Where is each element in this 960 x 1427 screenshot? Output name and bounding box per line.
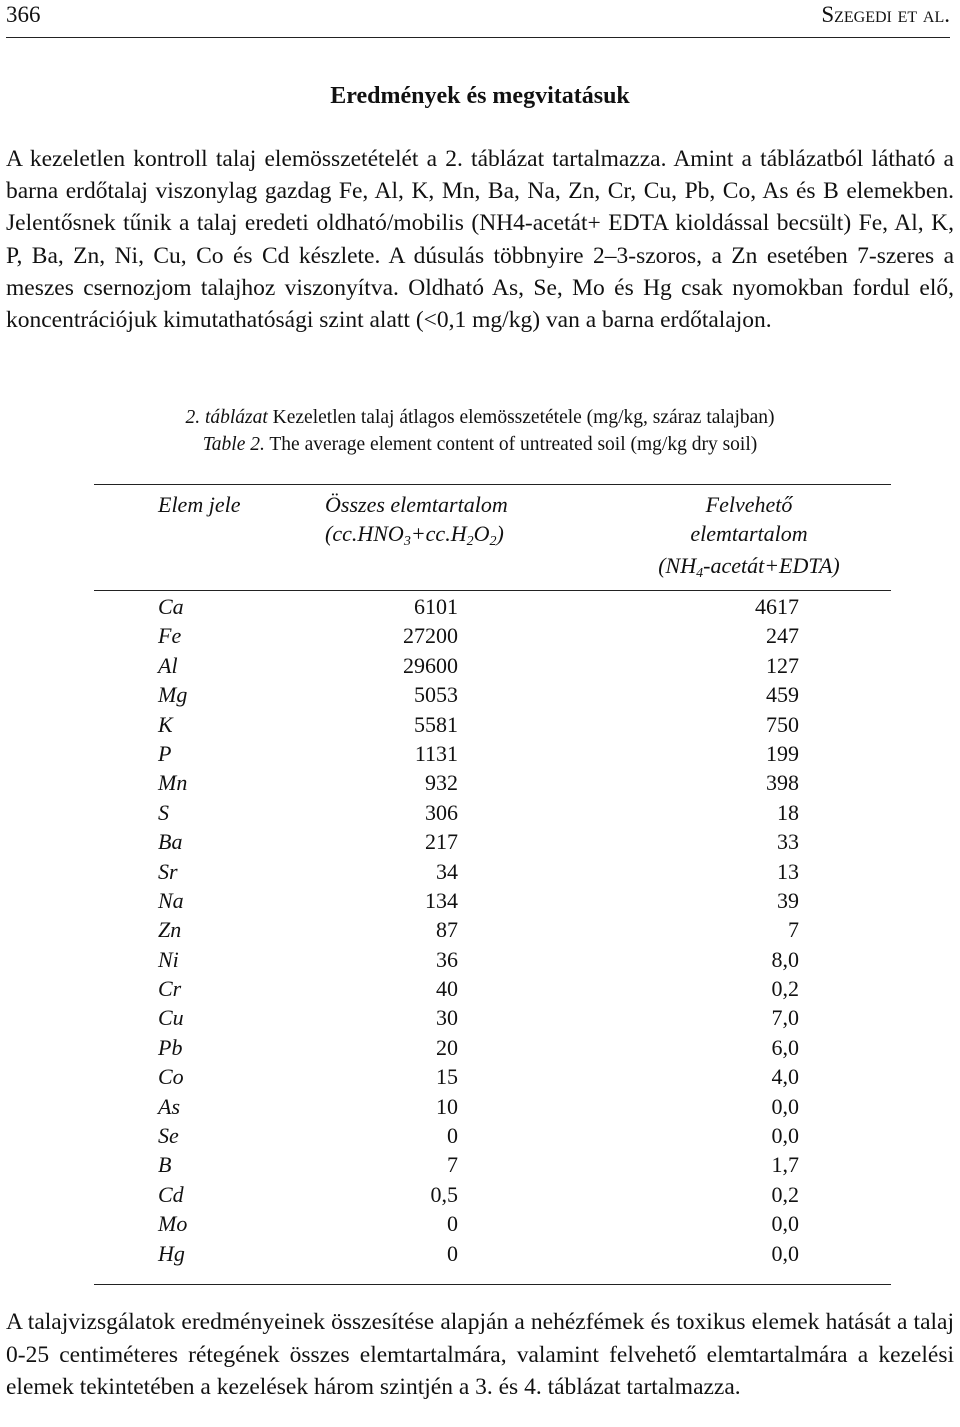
cell-total-content: 7 [447, 1152, 458, 1178]
table-header-rule [94, 590, 891, 591]
cell-element: As [158, 1093, 180, 1119]
cell-element: K [158, 711, 173, 737]
table-row [0, 974, 960, 1003]
body-paragraph-2: A talajvizsgálatok eredményeinek összesítése alapján a nehézfémek és toxikus elemek hatását a talaj 0-25 centiméteres rétegének összes elemtartalmára, valamint felvehető elemtartalmára a kezelési elemek tekintetében a kezelések három szintjén a 3. és 4. táblázat tartalmazza. [6, 1309, 954, 1400]
table-row [0, 1003, 960, 1032]
table-row [0, 1209, 960, 1238]
header-available-line1: Felvehető [705, 492, 793, 517]
cell-total-content: 0,5 [430, 1181, 458, 1207]
cell-total-content: 30 [436, 1005, 458, 1031]
cell-total-content: 1131 [414, 740, 458, 766]
table-row [0, 592, 960, 621]
table-row [0, 1121, 960, 1150]
body-paragraph-1: A kezeletlen kontroll talaj elemösszetételét a 2. táblázat tartalmazza. Amint a táblázatból látható a barna erdőtalaj viszonylag gazdag Fe, Al, K, Mn, Ba, Na, Zn, Cr, Cu, Pb, Co, As és B elemekben. Jelentősnek tűnik a talaj eredeti oldható/mobilis (NH4-acetát+ EDTA kioldással becsült) Fe, Al, K, P, Ba, Zn, Ni, Cu, Co és Cd készlete. A dúsulás többnyire 2–3-szoros, a Zn esetében 7-szeres a meszes csernozjom talajhoz viszonyítva. Oldható As, Se, Mo és Hg csak nyomokban fordul elő, koncentrációjuk kimutathatósági szint alatt (<0,1 mg/kg) van a barna erdőtalajon. [6, 146, 954, 334]
cell-element: Mo [158, 1211, 188, 1237]
running-head [6, 0, 950, 38]
table-row [0, 1092, 960, 1121]
table-caption-en-text: The average element content of untreated soil (mg/kg dry soil) [264, 434, 758, 455]
cell-total-content: 36 [436, 946, 458, 972]
header-total-line1: Összes elemtartalom [325, 492, 508, 517]
cell-available-content: 7,0 [771, 1005, 799, 1031]
table-row [0, 1180, 960, 1209]
header-available-line2: elemtartalom [690, 521, 808, 546]
cell-element: Al [158, 652, 178, 678]
header-available-sub: 4 [696, 566, 704, 581]
cell-element: Co [158, 1064, 184, 1090]
table-row [0, 798, 960, 827]
cell-element: P [158, 740, 172, 766]
table-row [0, 886, 960, 915]
cell-available-content: 0,0 [771, 1240, 799, 1266]
cell-available-content: 0,0 [771, 1211, 799, 1237]
cell-element: Mg [158, 682, 188, 708]
header-total-part-b: +cc.H [410, 521, 467, 546]
table-top-rule [94, 484, 891, 485]
table-row [0, 827, 960, 856]
table-row [0, 1239, 960, 1268]
cell-element: Pb [158, 1034, 183, 1060]
cell-total-content: 0 [447, 1211, 458, 1237]
cell-element: Se [158, 1123, 179, 1149]
cell-available-content: 398 [766, 770, 799, 796]
cell-total-content: 27200 [403, 623, 458, 649]
cell-element: S [158, 799, 169, 825]
cell-element: Cr [158, 976, 182, 1002]
cell-total-content: 5581 [414, 711, 458, 737]
cell-element: Zn [158, 917, 182, 943]
table-row [0, 680, 960, 709]
cell-available-content: 199 [766, 740, 799, 766]
table-row [0, 1062, 960, 1091]
table-header [0, 490, 960, 586]
header-available-part-b: -acetát+EDTA) [703, 553, 840, 578]
header-available-line3 [635, 551, 863, 588]
cell-element: Hg [158, 1240, 185, 1266]
cell-total-content: 0 [447, 1123, 458, 1149]
cell-element: Ca [158, 594, 184, 619]
header-total-part-a: (cc.HNO [325, 521, 404, 546]
table-row [0, 857, 960, 886]
table-row [0, 915, 960, 944]
cell-total-content: 15 [436, 1064, 458, 1090]
header-available-content [635, 490, 863, 588]
cell-element: Sr [158, 858, 178, 884]
cell-total-content: 29600 [403, 652, 458, 678]
header-total-line2 [325, 519, 508, 556]
cell-available-content: 1,7 [771, 1152, 799, 1178]
table-caption-hu-text: Kezeletlen talaj átlagos elemösszetétele (mg/kg, száraz talajban) [267, 407, 775, 428]
table-row [0, 710, 960, 739]
header-total-sub-3: 2 [489, 534, 497, 549]
header-total-part-c: O [473, 521, 490, 546]
cell-available-content: 33 [777, 829, 799, 855]
cell-available-content: 459 [766, 682, 799, 708]
header-total-content [325, 490, 508, 556]
cell-available-content: 4617 [755, 594, 799, 619]
cell-element: Ni [158, 946, 179, 972]
table-row [0, 1033, 960, 1062]
cell-available-content: 247 [766, 623, 799, 649]
cell-available-content: 6,0 [771, 1034, 799, 1060]
cell-available-content: 0,2 [771, 1181, 799, 1207]
cell-available-content: 7 [788, 917, 799, 943]
running-head-author: Szegedi et al. [821, 2, 950, 27]
header-total-part-d: ) [496, 521, 504, 546]
table-row [0, 651, 960, 680]
cell-available-content: 39 [777, 887, 799, 913]
cell-total-content: 40 [436, 976, 458, 1002]
cell-total-content: 20 [436, 1034, 458, 1060]
table-row [0, 945, 960, 974]
cell-element: Mn [158, 770, 188, 796]
cell-element: Cd [158, 1181, 184, 1207]
cell-available-content: 18 [777, 799, 799, 825]
cell-available-content: 13 [777, 858, 799, 884]
header-element-symbol: Elem jele [158, 492, 241, 517]
table-row [0, 1150, 960, 1179]
cell-element: Cu [158, 1005, 184, 1031]
cell-total-content: 932 [425, 770, 458, 796]
table-caption-hu-label: 2. táblázat [185, 407, 268, 428]
cell-element: Fe [158, 623, 182, 649]
section-heading: Eredmények és megvitatásuk [330, 83, 630, 109]
header-total-sub-1: 3 [403, 534, 411, 549]
cell-total-content: 134 [425, 887, 458, 913]
header-rule [6, 37, 950, 38]
cell-total-content: 5053 [414, 682, 458, 708]
table-caption-en-label: Table 2. [202, 434, 265, 455]
cell-total-content: 6101 [414, 594, 458, 619]
cell-element: Na [158, 887, 184, 913]
header-available-part-a: (NH [658, 553, 697, 578]
cell-available-content: 750 [766, 711, 799, 737]
table-caption-en [0, 431, 960, 458]
cell-available-content: 4,0 [771, 1064, 799, 1090]
cell-total-content: 217 [425, 829, 458, 855]
cell-total-content: 34 [436, 858, 458, 884]
page-number: 366 [6, 2, 41, 27]
cell-total-content: 306 [425, 799, 458, 825]
table-body [0, 592, 960, 1268]
table-row [0, 739, 960, 768]
cell-available-content: 127 [766, 652, 799, 678]
table-bottom-rule [94, 1284, 891, 1285]
table-row [0, 768, 960, 797]
header-total-sub-2: 2 [466, 534, 474, 549]
cell-available-content: 8,0 [771, 946, 799, 972]
cell-element: B [158, 1152, 172, 1178]
cell-available-content: 0,2 [771, 976, 799, 1002]
cell-total-content: 10 [436, 1093, 458, 1119]
table-row [0, 621, 960, 650]
cell-total-content: 0 [447, 1240, 458, 1266]
cell-available-content: 0,0 [771, 1123, 799, 1149]
table-caption-hu [0, 404, 960, 431]
cell-element: Ba [158, 829, 183, 855]
cell-total-content: 87 [436, 917, 458, 943]
cell-available-content: 0,0 [771, 1093, 799, 1119]
